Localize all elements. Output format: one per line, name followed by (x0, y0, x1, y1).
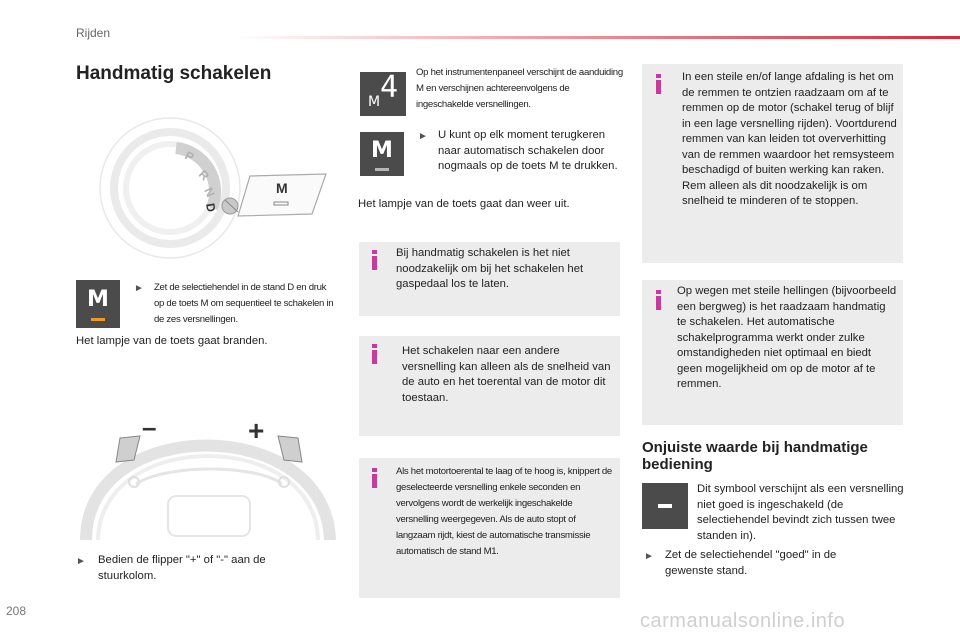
gearlever-illustration (80, 108, 330, 268)
gear-letter-p: P (182, 148, 197, 165)
step1-text: Zet de selectiehendel in de stand D en druk op de toets M om sequentieel te schakelen in de zes versnellingen. (154, 282, 334, 325)
gear-letter-r: R (195, 167, 212, 184)
info-allowed-text: Het schakelen naar een andere versnelling kan alleen als de snelheid van de auto en het toerental van de motor dit toestaan. (402, 345, 611, 404)
instrument-text: Op het instrumentenpaneel verschijnt de aanduiding M en verschijnen achtereenvolgens de ingeschakelde versnellingen. (416, 67, 623, 110)
lamp-off-text: Het lampje van de toets gaat dan weer uit. (358, 198, 570, 210)
info-box-hills (642, 280, 903, 425)
info-box-descent (642, 64, 903, 263)
bad-gear-dash-icon (658, 504, 672, 508)
step2-text: Bedien de flipper "+" of "-" aan de stuurkolom. (98, 554, 266, 582)
display-gear-number: 4 (380, 70, 399, 105)
gear-letter-d: D (203, 202, 219, 214)
bullet-icon: ► (644, 551, 654, 562)
orange-led (91, 318, 105, 321)
info-box-allowed (359, 336, 620, 436)
gray-led (375, 168, 389, 171)
info-rpm-text: Als het motortoerental te laag of te hoog is, knippert de geselecteerde versnelling enkele seconden en vervolgens wordt de werkelijk ingeschakelde versnelling weergegeven. Als de auto stopt of langzaam rijdt, kiest de automatische transmissie automatisch de stand M1. (396, 466, 612, 557)
minus-flipper-sign: – (142, 412, 157, 442)
m-label: M (371, 137, 393, 163)
section-label: Rijden (76, 26, 111, 40)
wrong-value-action-text: Zet de selectiehendel "goed" in de gewenste stand. (665, 549, 837, 577)
page-number: 208 (6, 604, 27, 618)
wrong-value-symbol-text: Dit symbool verschijnt als een versnelling niet goed is ingeschakeld (de selectiehendel bevindt zich tussen twee standen in). (697, 483, 904, 542)
wrong-value-heading: Onjuiste waarde bij handmatige bediening (642, 439, 868, 473)
lamp-on-text: Het lampje van de toets gaat branden. (76, 335, 268, 347)
m-button-tile-lit (76, 280, 120, 328)
bullet-icon: ► (418, 131, 428, 142)
m-label: M (87, 287, 109, 312)
info-box-pedal (359, 242, 620, 316)
info-pedal-text: Bij handmatig schakelen is het niet noodzakelijk om bij het schakelen het gaspedaal los te laten. (396, 247, 584, 290)
info-icon (372, 250, 377, 270)
header-accent-line (236, 36, 960, 39)
m-button-tile-unlit (360, 132, 404, 176)
info-icon (656, 290, 661, 310)
page-title: Handmatig schakelen (76, 63, 272, 84)
info-icon (372, 344, 377, 364)
info-descent-text: In een steile en/of lange afdaling is het om de remmen te ontzien raadzaam om af te remmen op de motor (schakel terug of blijf in een lage versnelling rijden). Voortdurend remmen van kan leiden tot oververhitting van de remmen waardoor het remsysteem beschadigd of buiten werking kan raken. Rem alleen als dit noodzakelijk is om snelheid te minderen of te stoppen. (682, 71, 897, 207)
info-hills-text: Op wegen met steile hellingen (bijvoorbeeld een bergweg) is het raadzaam handmatig te schakelen. Het automatische schakelprogramma werkt onder zulke omstandigheden niet optimaal en biedt geen mogelijkheid om op de motor af te remmen. (677, 285, 897, 390)
plus-flipper-sign: + (248, 415, 265, 446)
gear-letter-n: N (201, 185, 218, 200)
bullet-icon: ► (134, 283, 144, 294)
instrument-display-tile (360, 72, 406, 116)
gearlever-m-button-label: M (276, 180, 288, 196)
auto-back-text: U kunt op elk moment terugkeren naar automatisch schakelen door nogmaals op de toets M te drukken. (438, 129, 618, 172)
display-mode-letter: M (368, 94, 381, 110)
watermark: carmanualsonline.info (640, 610, 846, 632)
bullet-icon: ► (76, 556, 86, 567)
info-box-rpm (359, 458, 620, 598)
bad-gear-tile (642, 483, 688, 529)
steering-wheel-illustration (76, 364, 340, 542)
info-icon (372, 468, 377, 488)
info-icon (656, 74, 661, 94)
